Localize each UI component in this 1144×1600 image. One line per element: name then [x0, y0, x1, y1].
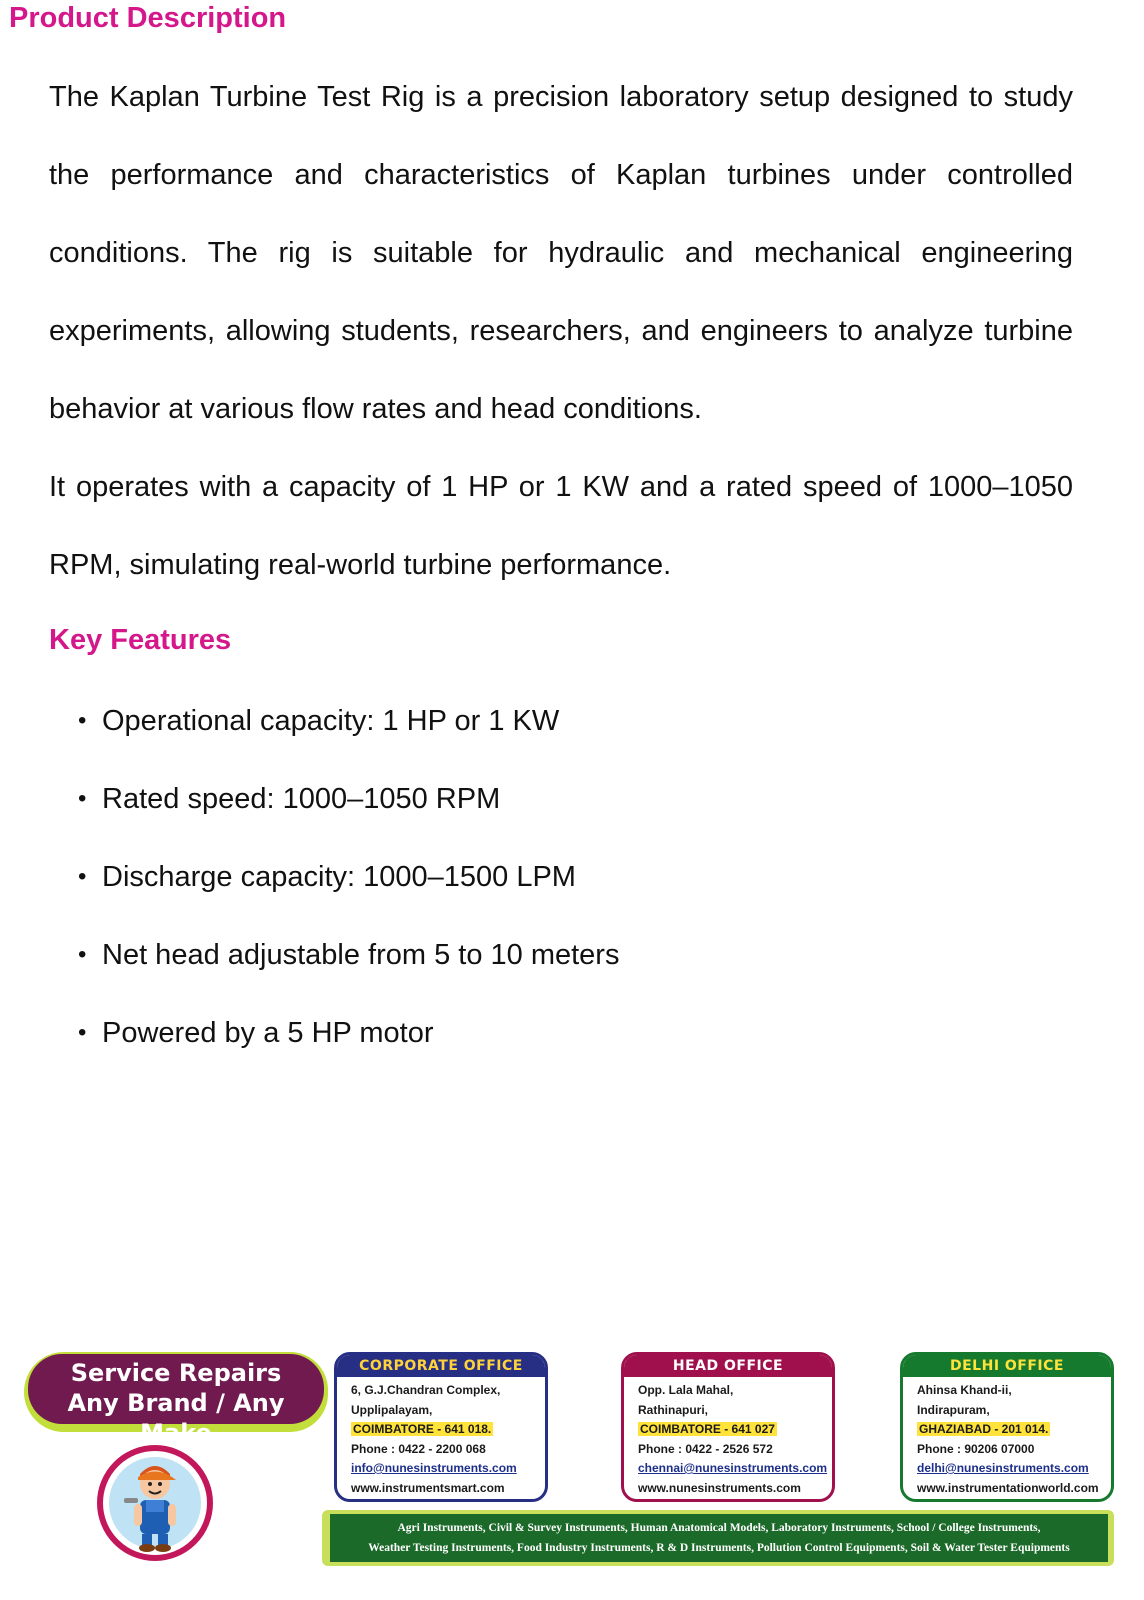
feature-item: • Discharge capacity: 1000–1500 LPM: [78, 838, 619, 916]
corporate-office-card: [334, 1352, 548, 1502]
banner-line-1: Service Repairs: [70, 1359, 282, 1387]
office-phone: Phone : 0422 - 2200 068: [351, 1441, 486, 1456]
office-email-link[interactable]: info@nunesinstruments.com: [351, 1461, 517, 1475]
feature-item: • Rated speed: 1000–1050 RPM: [78, 760, 619, 838]
head-office-card: [621, 1352, 835, 1502]
description-paragraph-1: The Kaplan Turbine Test Rig is a precision laboratory setup designed to study the performance and characteristics of Kaplan turbines under controlled conditions. The rig is suitable for hydraulic and mechanical engineering experiments, allowing students, researchers, and engineers to analyze turbine behavior at various flow rates and head conditions.: [49, 81, 1073, 425]
description-paragraph-2: It operates with a capacity of 1 HP or 1 KW and a rated speed of 1000–1050 RPM, simulating real-world turbine performance.: [49, 471, 1073, 581]
key-features-heading: Key Features: [49, 624, 232, 656]
office-address-line: Opp. Lala Mahal,: [638, 1383, 734, 1397]
office-website-link[interactable]: www.nunesinstruments.com: [638, 1480, 801, 1495]
office-phone: Phone : 90206 07000: [917, 1441, 1035, 1456]
office-city: GHAZIABAD - 201 014.: [919, 1422, 1049, 1436]
office-address-line: 6, G.J.Chandran Complex,: [351, 1383, 501, 1397]
office-email-link[interactable]: chennai@nunesinstruments.com: [638, 1461, 828, 1475]
feature-item: • Operational capacity: 1 HP or 1 KW: [78, 682, 619, 760]
service-repairs-banner-text: [28, 1354, 324, 1447]
repairman-mascot-icon: [96, 1444, 214, 1562]
office-website-link[interactable]: www.instrumentsmart.com: [351, 1480, 505, 1495]
feature-item: • Powered by a 5 HP motor: [78, 994, 619, 1072]
key-features-list: [78, 682, 619, 1072]
office-title: HEAD OFFICE: [624, 1355, 832, 1377]
categories-line-2: Weather Testing Instruments, Food Industry Instruments, R & D Instruments, Pollution Control Equipments, Soil & Water Tester Equipments: [368, 1542, 1070, 1554]
banner-line-2: Any Brand / Any Make: [67, 1389, 285, 1447]
office-title: DELHI OFFICE: [903, 1355, 1111, 1377]
office-address-line: Upplipalayam,: [351, 1402, 433, 1417]
office-email-link[interactable]: delhi@nunesinstruments.com: [917, 1461, 1089, 1475]
office-website-link[interactable]: www.instrumentationworld.com: [917, 1480, 1099, 1495]
delhi-office-card: [900, 1352, 1114, 1502]
service-repairs-banner: [24, 1352, 328, 1447]
office-city: COIMBATORE - 641 018.: [353, 1422, 492, 1436]
office-address-line: Indirapuram,: [917, 1402, 990, 1417]
product-description-heading: Product Description: [9, 2, 287, 34]
office-city: COIMBATORE - 641 027: [640, 1422, 775, 1436]
feature-item: • Net head adjustable from 5 to 10 meters: [78, 916, 619, 994]
office-address-line: Rathinapuri,: [638, 1402, 709, 1417]
office-title: CORPORATE OFFICE: [337, 1355, 545, 1377]
categories-line-1: Agri Instruments, Civil & Survey Instruments, Human Anatomical Models, Laboratory Instruments, School / College Instruments,: [397, 1522, 1041, 1534]
office-address-line: Ahinsa Khand-ii,: [917, 1383, 1012, 1397]
product-categories-strip: [322, 1510, 1114, 1566]
office-phone: Phone : 0422 - 2526 572: [638, 1441, 773, 1456]
